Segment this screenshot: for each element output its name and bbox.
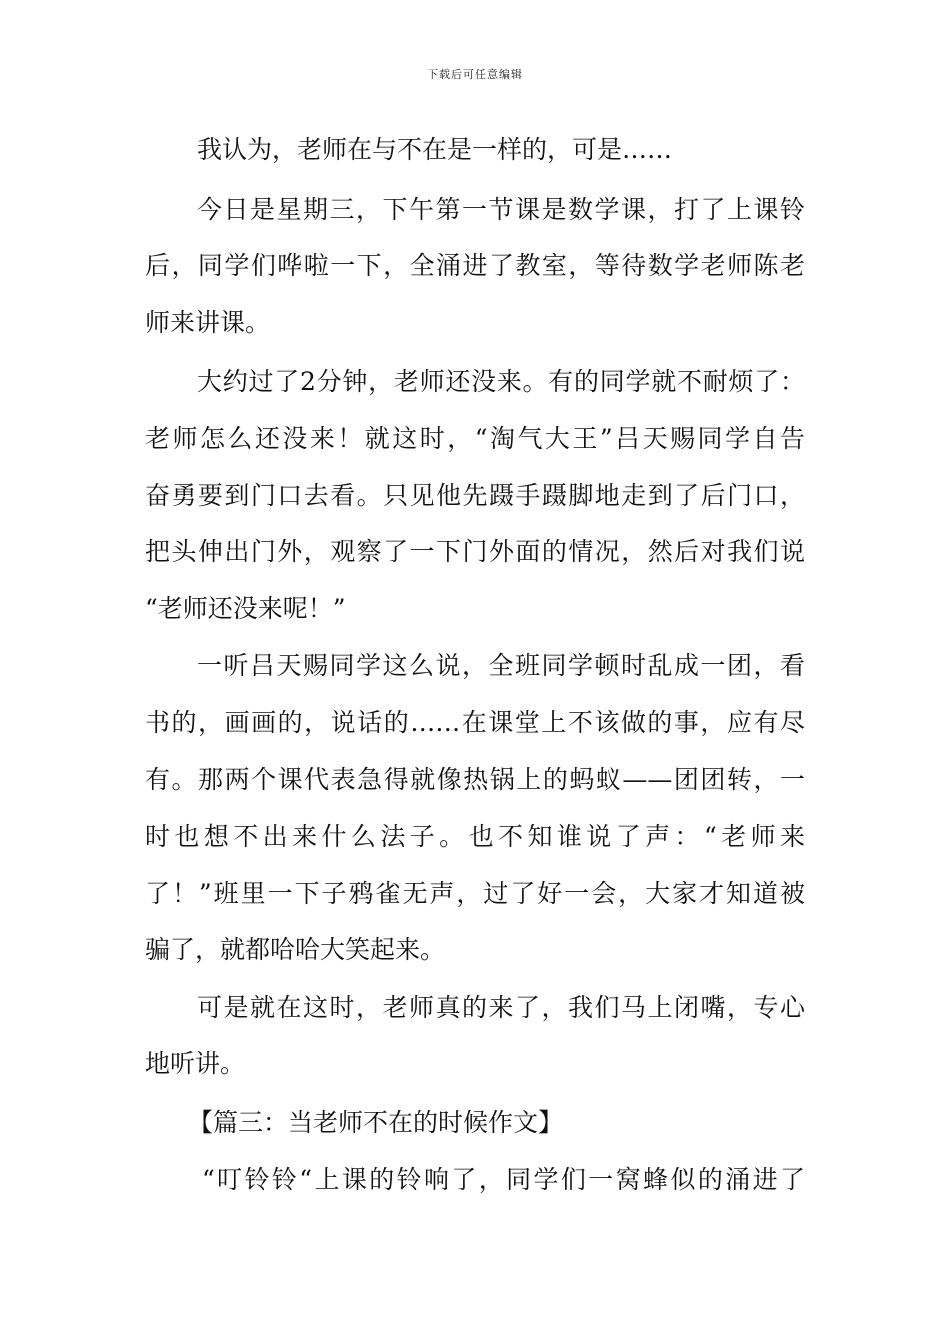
- text-line: 骗了，就都哈哈大笑起来。: [145, 935, 446, 964]
- text-line: 时也想不出来什么法子。也不知谁说了声：“老师来: [145, 822, 805, 851]
- text-line: 一听吕天赐同学这么说，全班同学顿时乱成一团，看: [197, 651, 805, 680]
- text-line: 可是就在这时，老师真的来了，我们马上闭嘴，专心: [197, 993, 805, 1022]
- text-line: 奋勇要到门口去看。只见他先蹑手蹑脚地走到了后门口，: [145, 481, 805, 510]
- text-line: 今日是星期三，下午第一节课是数学课，打了上课铃: [197, 195, 805, 224]
- text-line: 师来讲课。: [145, 308, 271, 337]
- text-line: 后，同学们哗啦一下，全涌进了教室，等待数学老师陈老: [145, 251, 805, 280]
- text-line: “老师还没来呢！”: [145, 594, 346, 623]
- text-line: 地听讲。: [145, 1049, 246, 1078]
- text-line: 大约过了2分钟，老师还没来。有的同学就不耐烦了：: [197, 367, 805, 396]
- section-heading: 【篇三：当老师不在的时候作文】: [188, 1108, 564, 1137]
- text-line: 了！”班里一下子鸦雀无声，过了好一会，大家才知道被: [145, 879, 805, 908]
- text-line: “叮铃铃“上课的铃响了，同学们一窝蜂似的涌进了: [202, 1165, 805, 1194]
- text-line: 有。那两个课代表急得就像热锅上的蚂蚁——团团转，一: [145, 765, 805, 794]
- text-line: 我认为，老师在与不在是一样的，可是……: [197, 135, 673, 164]
- text-line: 把头伸出门外，观察了一下门外面的情况，然后对我们说: [145, 537, 805, 566]
- text-line: 老师怎么还没来！就这时，“淘气大王”吕天赐同学自告: [145, 424, 805, 453]
- page-header: 下载后可任意编辑: [427, 68, 523, 81]
- text-line: 书的，画画的，说话的……在课堂上不该做的事，应有尽: [145, 708, 805, 737]
